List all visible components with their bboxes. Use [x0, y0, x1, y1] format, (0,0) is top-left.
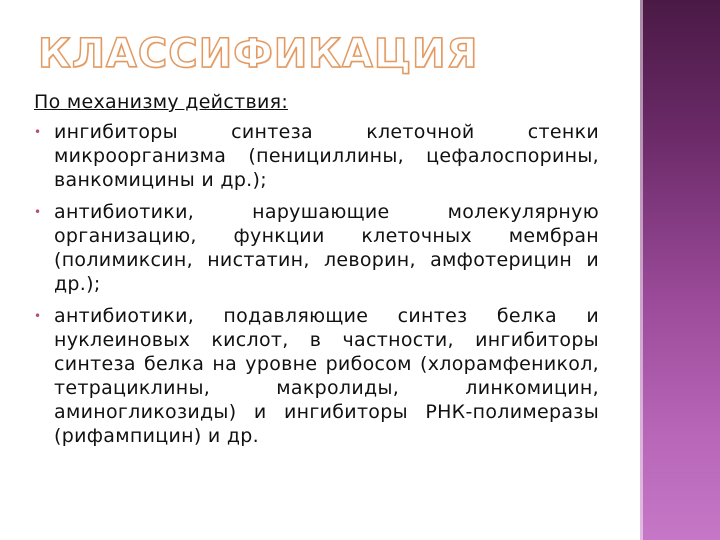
bullet-list: [34, 120, 599, 448]
list-item-text: ингибиторы синтеза клеточной стенки микроорганизма (пенициллины, цефалоспорины, ванкомицины и др.);: [54, 121, 599, 191]
slide-title: КЛАССИФИКАЦИЯ: [38, 31, 479, 77]
slide-body: [34, 90, 599, 456]
intro-line: По механизму действия:: [34, 91, 289, 113]
list-item-text: антибиотики, подавляющие синтез белка и нуклеиновых кислот, в частности, ингибиторы синтеза белка на уровне рибосом (хлорамфеникол, тетрациклины, макролиды, линкомицин, аминогликозиды) и ингибиторы РНК-полимеразы (рифампицин) и др.: [54, 305, 599, 447]
decorative-side-band: [640, 0, 720, 540]
decorative-side-band-edge: [640, 0, 643, 540]
list-item: [34, 200, 599, 296]
list-item-text: антибиотики, нарушающие молекулярную организацию, функции клеточных мембран (полимиксин, нистатин, леворин, амфотерицин и др.);: [54, 201, 599, 295]
list-item: [34, 120, 599, 192]
bullet-icon: •: [34, 125, 42, 139]
list-item: [34, 304, 599, 448]
bullet-icon: •: [34, 309, 42, 323]
bullet-icon: •: [34, 205, 42, 219]
